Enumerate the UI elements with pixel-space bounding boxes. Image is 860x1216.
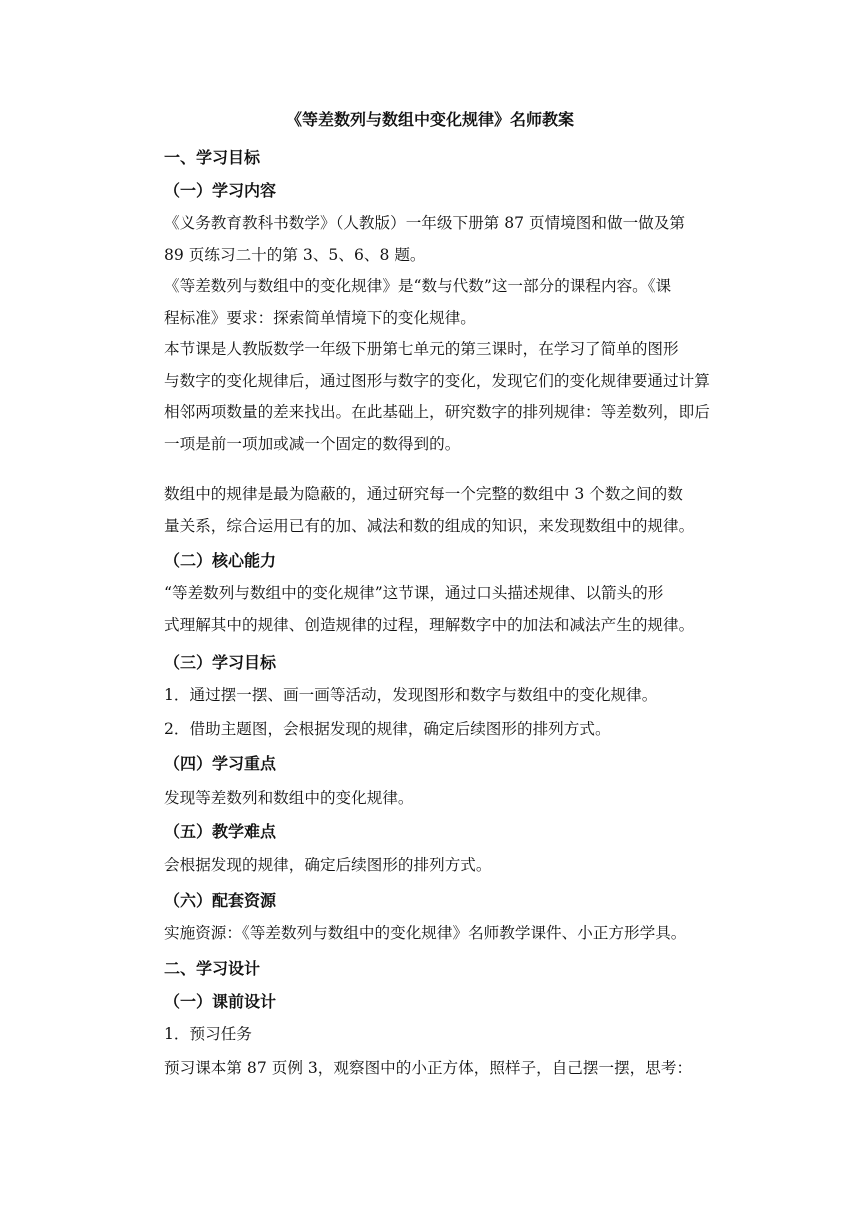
- paragraph-resources: 实施资源：《等差数列与数组中的变化规律》名师教学课件、小正方形学具。: [164, 924, 687, 942]
- section-heading-learning-design: 二、学习设计: [164, 959, 261, 978]
- subheading-resources: （六）配套资源: [164, 891, 277, 910]
- objective-item-2: 2．借助主题图，会根据发现的规律，确定后续图形的排列方式。: [164, 720, 611, 738]
- text-line: 程标准》要求：探索简单情境下的变化规律。: [164, 308, 476, 327]
- paragraph-curriculum: [164, 271, 734, 334]
- paragraph-core-ability: [164, 578, 734, 641]
- subheading-learning-content: （一）学习内容: [164, 181, 277, 200]
- paragraph-lesson-overview: [164, 334, 734, 460]
- text-line: 量关系，综合运用已有的加、减法和数的组成的知识，来发现数组中的规律。: [164, 516, 695, 535]
- subheading-difficulties: （五）教学难点: [164, 822, 277, 841]
- subheading-key-points: （四）学习重点: [164, 754, 277, 773]
- text-line: 数组中的规律是最为隐蔽的，通过研究每一个完整的数组中 3 个数之间的数: [164, 485, 683, 503]
- document-title: 《等差数列与数组中变化规律》名师教案: [285, 110, 574, 129]
- text-line: 《义务教育教科书数学》（人教版）一年级下册第 87 页情境图和做一做及第: [164, 214, 685, 232]
- paragraph-textbook-reference: [164, 208, 734, 271]
- preview-task-label: 1．预习任务: [164, 1025, 252, 1043]
- paragraph-key-points: 发现等差数列和数组中的变化规律。: [164, 789, 414, 807]
- text-line: 89 页练习二十的第 3、5、6、8 题。: [164, 245, 426, 264]
- text-line: 式理解其中的规律、创造规律的过程，理解数字中的加法和减法产生的规律。: [164, 615, 695, 634]
- paragraph-preview-task: 预习课本第 87 页例 3，观察图中的小正方体，照样子，自己摆一摆，思考：: [164, 1059, 693, 1077]
- text-line: 与数字的变化规律后，通过图形与数字的变化，发现它们的变化规律要通过计算: [164, 371, 710, 390]
- objective-item-1: 1．通过摆一摆、画一画等活动，发现图形和数字与数组中的变化规律。: [164, 686, 658, 704]
- text-line: 相邻两项数量的差来找出。在此基础上，研究数字的排列规律：等差数列，即后: [164, 403, 710, 421]
- text-line: “等差数列与数组中的变化规律”这节课，通过口头描述规律、以箭头的形: [164, 584, 664, 602]
- paragraph-difficulties: 会根据发现的规律，确定后续图形的排列方式。: [164, 856, 492, 874]
- subheading-learning-objectives: （三）学习目标: [164, 653, 277, 672]
- text-line: 一项是前一项加或减一个固定的数得到的。: [164, 434, 461, 453]
- text-line: 本节课是人教版数学一年级下册第七单元的第三课时，在学习了简单的图形: [164, 340, 679, 358]
- text-line: 《等差数列与数组中的变化规律》是“数与代数”这一部分的课程内容。《课: [164, 277, 672, 295]
- subheading-pre-class-design: （一）课前设计: [164, 992, 277, 1011]
- subheading-core-ability: （二）核心能力: [164, 551, 277, 570]
- paragraph-array-rules: [164, 479, 734, 542]
- section-heading-learning-goals: 一、学习目标: [164, 148, 261, 167]
